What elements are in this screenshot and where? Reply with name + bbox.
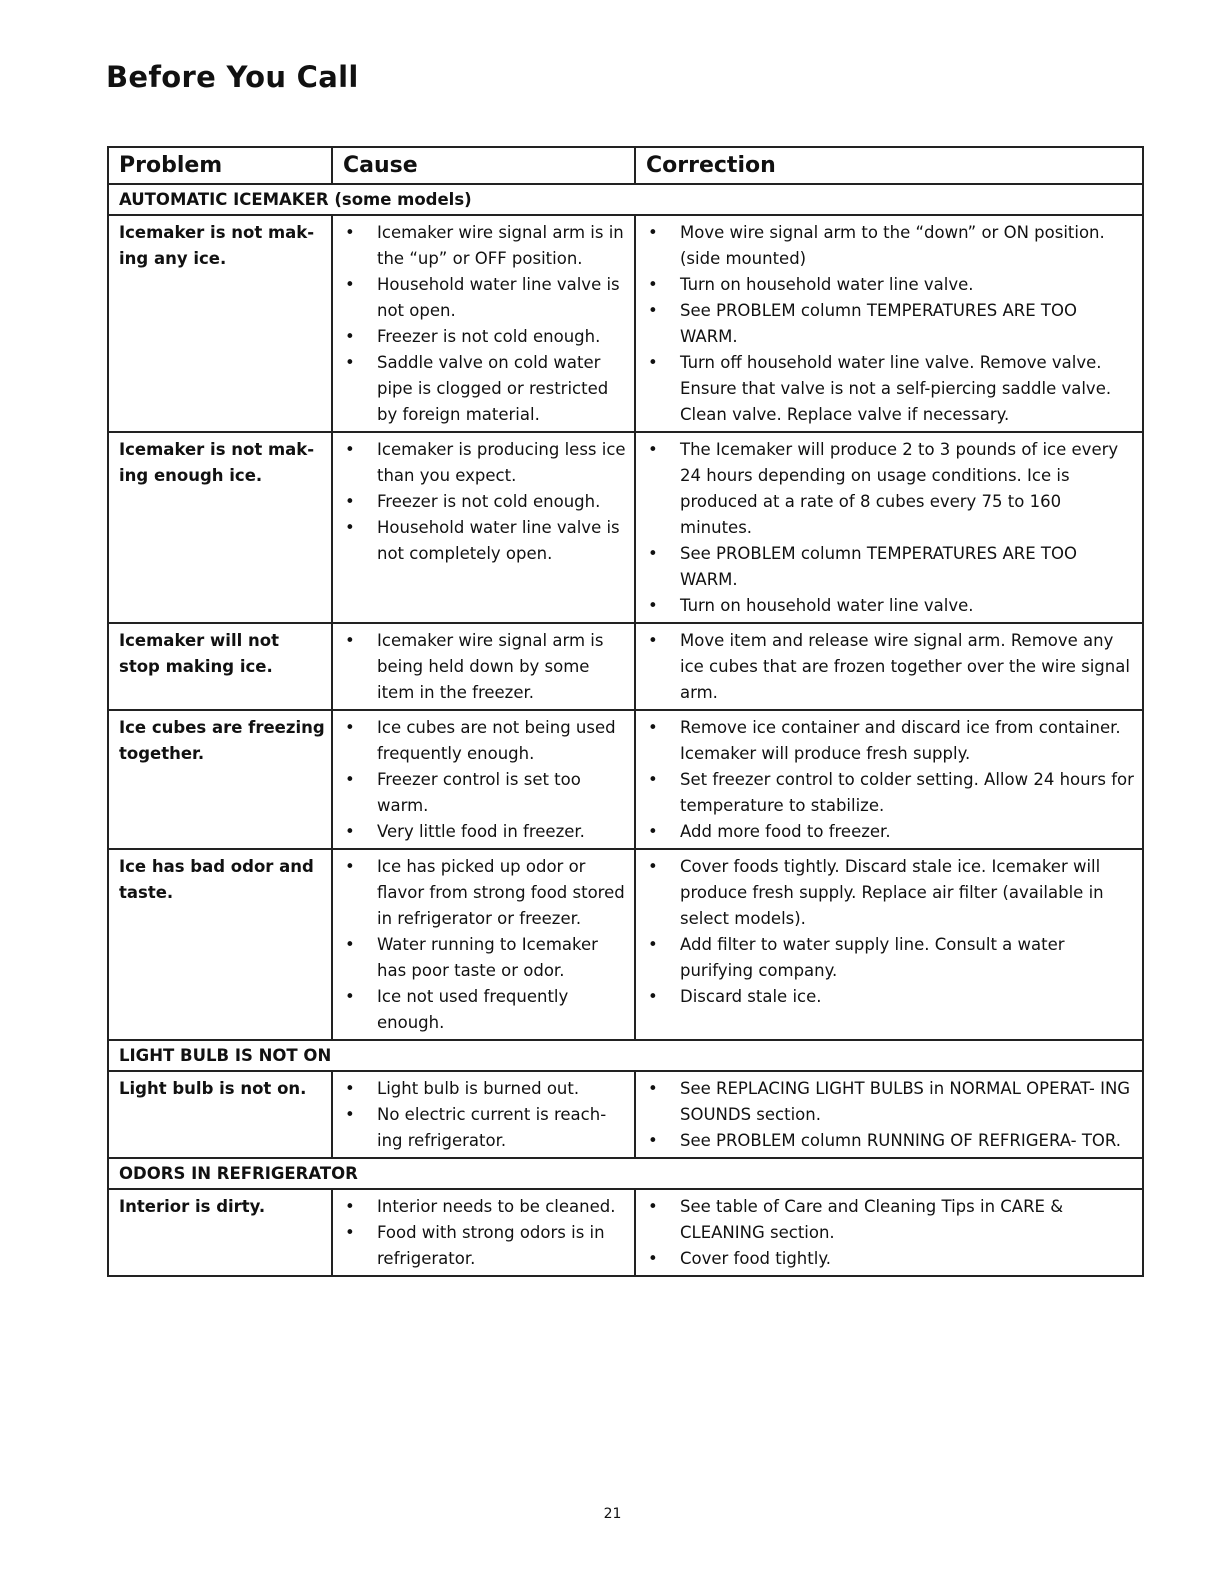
- page-title: Before You Call: [106, 60, 359, 94]
- table-body: [108, 184, 1143, 1276]
- cause-item: • Ice cubes are not being used frequently enough.: [343, 715, 628, 767]
- correction-list: [646, 854, 1136, 1010]
- problem-cell: Icemaker is not mak- ing enough ice.: [108, 432, 332, 623]
- correction-list: [646, 628, 1136, 706]
- section-heading: [108, 1158, 1143, 1189]
- correction-item: • See REPLACING LIGHT BULBS in NORMAL OPERAT- ING SOUNDS section.: [646, 1076, 1136, 1128]
- correction-item: • Cover foods tightly. Discard stale ice. Icemaker will produce fresh supply. Replace air filter (available in select models).: [646, 854, 1136, 932]
- column-header-cause: Cause: [332, 147, 635, 184]
- cause-item: • Very little food in freezer.: [343, 819, 628, 845]
- correction-list: [646, 1076, 1136, 1154]
- cause-item: • Icemaker wire signal arm is in the “up” or OFF position.: [343, 220, 628, 272]
- cause-item: • Ice has picked up odor or flavor from strong food stored in refrigerator or freezer.: [343, 854, 628, 932]
- correction-cell: [635, 849, 1143, 1040]
- correction-cell: [635, 710, 1143, 849]
- section-row: [108, 184, 1143, 215]
- problem-cell: Ice cubes are freezing together.: [108, 710, 332, 849]
- correction-item: • The Icemaker will produce 2 to 3 pounds of ice every 24 hours depending on usage conditions. Ice is produced at a rate of 8 cubes every 75 to 160 minutes.: [646, 437, 1136, 541]
- table-row: [108, 849, 1143, 1040]
- cause-item: • Interior needs to be cleaned.: [343, 1194, 628, 1220]
- section-heading: [108, 184, 1143, 215]
- cause-list: [343, 220, 628, 428]
- cause-item: • Household water line valve is not completely open.: [343, 515, 628, 567]
- cause-cell: [332, 215, 635, 432]
- correction-item: • Turn on household water line valve.: [646, 272, 1136, 298]
- correction-item: • Add filter to water supply line. Consult a water purifying company.: [646, 932, 1136, 984]
- cause-item: • Freezer is not cold enough.: [343, 489, 628, 515]
- correction-item: • Turn on household water line valve.: [646, 593, 1136, 619]
- column-header-problem: Problem: [108, 147, 332, 184]
- cause-item: • Household water line valve is not open.: [343, 272, 628, 324]
- table-row: [108, 623, 1143, 710]
- cause-list: [343, 628, 628, 706]
- column-header-correction: Correction: [635, 147, 1143, 184]
- cause-list: [343, 854, 628, 1036]
- correction-item: • Remove ice container and discard ice from container. Icemaker will produce fresh supply.: [646, 715, 1136, 767]
- correction-item: • Cover food tightly.: [646, 1246, 1136, 1272]
- troubleshooting-table: [107, 146, 1144, 1277]
- page-number: 21: [603, 1506, 622, 1522]
- cause-cell: [332, 432, 635, 623]
- cause-cell: [332, 1071, 635, 1158]
- correction-list: [646, 437, 1136, 619]
- cause-item: • No electric current is reach- ing refrigerator.: [343, 1102, 628, 1154]
- cause-list: [343, 1194, 628, 1272]
- table-row: [108, 710, 1143, 849]
- correction-cell: [635, 215, 1143, 432]
- correction-item: • Move wire signal arm to the “down” or ON position. (side mounted): [646, 220, 1136, 272]
- problem-cell: Interior is dirty.: [108, 1189, 332, 1276]
- problem-cell: Light bulb is not on.: [108, 1071, 332, 1158]
- section-title: ODORS IN REFRIGERATOR: [119, 1164, 358, 1183]
- cause-item: • Light bulb is burned out.: [343, 1076, 628, 1102]
- correction-cell: [635, 1071, 1143, 1158]
- correction-list: [646, 220, 1136, 428]
- cause-list: [343, 437, 628, 567]
- problem-cell: Icemaker is not mak- ing any ice.: [108, 215, 332, 432]
- correction-item: • Add more food to freezer.: [646, 819, 1136, 845]
- section-heading: [108, 1040, 1143, 1071]
- section-title: LIGHT BULB IS NOT ON: [119, 1046, 332, 1065]
- cause-item: • Food with strong odors is in refrigerator.: [343, 1220, 628, 1272]
- correction-item: • Set freezer control to colder setting. Allow 24 hours for temperature to stabilize.: [646, 767, 1136, 819]
- correction-item: • See PROBLEM column RUNNING OF REFRIGERA- TOR.: [646, 1128, 1136, 1154]
- correction-list: [646, 715, 1136, 845]
- cause-list: [343, 1076, 628, 1154]
- table-row: [108, 215, 1143, 432]
- correction-item: • Turn off household water line valve. Remove valve. Ensure that valve is not a self-piercing saddle valve. Clean valve. Replace valve if necessary.: [646, 350, 1136, 428]
- table-row: [108, 432, 1143, 623]
- cause-cell: [332, 849, 635, 1040]
- correction-item: • Move item and release wire signal arm. Remove any ice cubes that are frozen together over the wire signal arm.: [646, 628, 1136, 706]
- correction-item: • See table of Care and Cleaning Tips in CARE & CLEANING section.: [646, 1194, 1136, 1246]
- correction-list: [646, 1194, 1136, 1272]
- cause-list: [343, 715, 628, 845]
- cause-item: • Freezer control is set too warm.: [343, 767, 628, 819]
- problem-cell: Ice has bad odor and taste.: [108, 849, 332, 1040]
- correction-cell: [635, 432, 1143, 623]
- cause-item: • Icemaker wire signal arm is being held down by some item in the freezer.: [343, 628, 628, 706]
- cause-item: • Freezer is not cold enough.: [343, 324, 628, 350]
- problem-cell: Icemaker will not stop making ice.: [108, 623, 332, 710]
- cause-cell: [332, 623, 635, 710]
- cause-item: • Icemaker is producing less ice than you expect.: [343, 437, 628, 489]
- correction-item: • See PROBLEM column TEMPERATURES ARE TOO WARM.: [646, 298, 1136, 350]
- table-header-row: [108, 147, 1143, 184]
- cause-item: • Ice not used frequently enough.: [343, 984, 628, 1036]
- table-row: [108, 1189, 1143, 1276]
- section-title: AUTOMATIC ICEMAKER: [119, 190, 329, 209]
- section-note: (some models): [334, 190, 472, 209]
- correction-cell: [635, 1189, 1143, 1276]
- cause-cell: [332, 710, 635, 849]
- cause-item: • Saddle valve on cold water pipe is clogged or restricted by foreign material.: [343, 350, 628, 428]
- section-row: [108, 1040, 1143, 1071]
- cause-item: • Water running to Icemaker has poor taste or odor.: [343, 932, 628, 984]
- section-row: [108, 1158, 1143, 1189]
- cause-cell: [332, 1189, 635, 1276]
- correction-cell: [635, 623, 1143, 710]
- correction-item: • Discard stale ice.: [646, 984, 1136, 1010]
- table-row: [108, 1071, 1143, 1158]
- correction-item: • See PROBLEM column TEMPERATURES ARE TOO WARM.: [646, 541, 1136, 593]
